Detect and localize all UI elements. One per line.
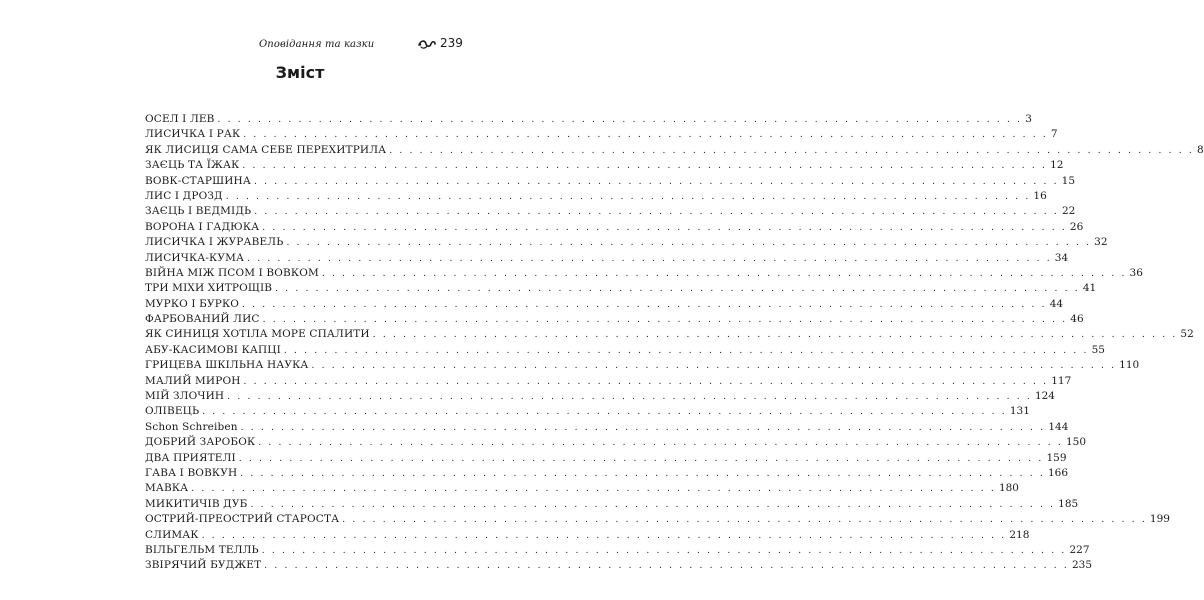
toc-entry	[145, 481, 1019, 496]
toc-entry-title: ЛИСИЧКА І ЖУРАВЕЛЬ	[145, 236, 284, 249]
dot-leader: . . . . . . . . . . . . . . . . . . . . . . . . . . . . . . . . . . . . . . . . . . . . . . . . . . . . . . . . . . . . . . . . . . . . . . . . . . . . . . . .	[217, 115, 1023, 125]
toc-entry-title: ЛИС І ДРОЗД	[145, 189, 223, 202]
toc-entry-page: 131	[1009, 405, 1030, 418]
toc-entry-title: ДОБРИЙ ЗАРОБОК	[145, 436, 256, 449]
toc-entry-page: 22	[1061, 205, 1076, 218]
toc-entry	[145, 404, 1030, 419]
toc-entry-title: МУРКО І БУРКО	[145, 297, 240, 310]
toc-entry	[145, 327, 1194, 342]
running-title: Оповідання та казки	[259, 39, 375, 50]
toc-entry-title: ЗАЄЦЬ І ВЕДМІДЬ	[145, 205, 252, 218]
toc-entry	[145, 127, 1058, 142]
toc-entry	[145, 281, 1097, 296]
dot-leader: . . . . . . . . . . . . . . . . . . . . . . . . . . . . . . . . . . . . . . . . . . . . . . . . . . . . . . . . . . . . . . . . . . . . . . . . . . . . . . . .	[238, 453, 1044, 464]
toc-entry-title: СЛИМАК	[145, 528, 199, 541]
dot-leader: . . . . . . . . . . . . . . . . . . . . . . . . . . . . . . . . . . . . . . . . . . . . . . . . . . . . . . . . . . . . . . . . . . . . . . . . . . . . . . . .	[321, 268, 1127, 279]
toc-entry	[145, 143, 1204, 158]
curl-ornament-icon	[418, 38, 436, 50]
toc-entry	[145, 374, 1072, 389]
dot-leader: . . . . . . . . . . . . . . . . . . . . . . . . . . . . . . . . . . . . . . . . . . . . . . . . . . . . . . . . . . . . . . . . . . . . . . . . . . . . . . . .	[254, 207, 1059, 218]
dot-leader: . . . . . . . . . . . . . . . . . . . . . . . . . . . . . . . . . . . . . . . . . . . . . . . . . . . . . . . . . . . . . . . . . . . . . . . . . . . . . . . .	[258, 438, 1063, 449]
toc-entry-title: МАЛИЙ МИРОН	[145, 374, 241, 387]
toc-entry-page: 124	[1034, 390, 1055, 403]
toc-entry	[145, 189, 1047, 204]
toc-entry	[145, 158, 1064, 173]
toc-entry-page: 185	[1058, 497, 1079, 510]
toc-entry-title: ЗАЄЦЬ ТА ЇЖАК	[145, 159, 240, 172]
dot-leader: . . . . . . . . . . . . . . . . . . . . . . . . . . . . . . . . . . . . . . . . . . . . . . . . . . . . . . . . . . . . . . . . . . . . . . . . . . . . . . . .	[283, 345, 1089, 356]
toc-entry-page: 34	[1054, 251, 1069, 264]
toc-entry	[145, 112, 1032, 127]
toc-entry-page: 16	[1033, 189, 1047, 202]
toc-entry-title: ЯК СИНИЦЯ ХОТІЛА МОРЕ СПАЛИТИ	[145, 328, 370, 341]
dot-leader: . . . . . . . . . . . . . . . . . . . . . . . . . . . . . . . . . . . . . . . . . . . . . . . . . . . . . . . . . . . . . . . . . . . . . . . . . . . . . . . .	[311, 361, 1117, 372]
toc-entry-title: ВОРОНА І ГАДЮКА	[145, 220, 260, 233]
toc-entry-page: 32	[1094, 236, 1108, 249]
dot-leader: . . . . . . . . . . . . . . . . . . . . . . . . . . . . . . . . . . . . . . . . . . . . . . . . . . . . . . . . . . . . . . . . . . . . . . . . . . . . . . . .	[202, 407, 1007, 418]
dot-leader: . . . . . . . . . . . . . . . . . . . . . . . . . . . . . . . . . . . . . . . . . . . . . . . . . . . . . . . . . . . . . . . . . . . . . . . . . . . . . . . .	[286, 238, 1092, 249]
toc-entry-page: 55	[1091, 343, 1105, 356]
dot-leader: . . . . . . . . . . . . . . . . . . . . . . . . . . . . . . . . . . . . . . . . . . . . . . . . . . . . . . . . . . . . . . . . . . . . . . . . . . . . . . . .	[227, 392, 1032, 403]
toc-entry-page: 44	[1049, 297, 1064, 310]
toc-entry	[145, 220, 1084, 235]
toc-entry	[145, 543, 1090, 558]
toc-entry-page: 8	[1196, 143, 1204, 156]
toc-entry-page: 227	[1069, 543, 1090, 556]
toc-entry-title: ФАРБОВАНИЙ ЛИС	[145, 313, 260, 326]
dot-leader: . . . . . . . . . . . . . . . . . . . . . . . . . . . . . . . . . . . . . . . . . . . . . . . . . . . . . . . . . . . . . . . . . . . . . . . . . . . . . . . .	[225, 191, 1031, 202]
toc-entry-page: 36	[1129, 266, 1143, 279]
toc-entry	[145, 389, 1055, 404]
toc-entry-title: ВОВК-СТАРШИНА	[145, 174, 251, 187]
dot-leader: . . . . . . . . . . . . . . . . . . . . . . . . . . . . . . . . . . . . . . . . . . . . . . . . . . . . . . . . . . . . . . . . . . . . . . . . . . . . . . . .	[262, 315, 1068, 326]
toc-entry	[145, 297, 1064, 312]
toc-entry-page: 12	[1050, 159, 1064, 172]
table-of-contents	[145, 112, 1204, 574]
dot-leader: . . . . . . . . . . . . . . . . . . . . . . . . . . . . . . . . . . . . . . . . . . . . . . . . . . . . . . . . . . . . . . . . . . . . . . . . . . . . . . . .	[250, 499, 1056, 510]
toc-entry	[145, 497, 1079, 512]
dot-leader: . . . . . . . . . . . . . . . . . . . . . . . . . . . . . . . . . . . . . . . . . . . . . . . . . . . . . . . . . . . . . . . . . . . . . . . . . . . . . . . .	[191, 484, 996, 495]
dot-leader: . . . . . . . . . . . . . . . . . . . . . . . . . . . . . . . . . . . . . . . . . . . . . . . . . . . . . . . . . . . . . . . . . . . . . . . . . . . . . . . .	[262, 222, 1067, 233]
dot-leader: . . . . . . . . . . . . . . . . . . . . . . . . . . . . . . . . . . . . . . . . . . . . . . . . . . . . . . . . . . . . . . . . . . . . . . . . . . . . . . . .	[201, 530, 1007, 541]
toc-entry-page: 110	[1119, 359, 1140, 372]
toc-entry-page: 26	[1069, 220, 1084, 233]
dot-leader: . . . . . . . . . . . . . . . . . . . . . . . . . . . . . . . . . . . . . . . . . . . . . . . . . . . . . . . . . . . . . . . . . . . . . . . . . . . . . . . .	[342, 515, 1147, 526]
toc-heading: Зміст	[275, 63, 325, 82]
toc-entry	[145, 235, 1108, 250]
dot-leader: . . . . . . . . . . . . . . . . . . . . . . . . . . . . . . . . . . . . . . . . . . . . . . . . . . . . . . . . . . . . . . . . . . . . . . . . . . . . . . . .	[243, 376, 1049, 387]
dot-leader: . . . . . . . . . . . . . . . . . . . . . . . . . . . . . . . . . . . . . . . . . . . . . . . . . . . . . . . . . . . . . . . . . . . . . . . . . . . . . . . .	[372, 330, 1178, 341]
toc-entry	[145, 312, 1084, 327]
toc-entry-page: 235	[1071, 559, 1093, 572]
toc-entry-title: ТРИ МІХИ ХИТРОЩІВ	[145, 282, 273, 295]
dot-leader: . . . . . . . . . . . . . . . . . . . . . . . . . . . . . . . . . . . . . . . . . . . . . . . . . . . . . . . . . . . . . . . . . . . . . . . . . . . . . . . .	[261, 545, 1067, 556]
toc-entry-title: ГАВА І ВОВКУН	[145, 466, 238, 479]
toc-entry-title: МІЙ ЗЛОЧИН	[145, 390, 225, 403]
toc-entry-page: 166	[1047, 466, 1068, 479]
toc-entry	[145, 466, 1068, 481]
toc-entry-page: 199	[1149, 513, 1170, 526]
toc-entry-title: ВІЛЬГЕЛЬМ ТЕЛЛЬ	[145, 543, 259, 556]
toc-entry	[145, 174, 1076, 189]
toc-entry-page: 3	[1025, 113, 1032, 125]
toc-entry-title: МАВКА	[145, 482, 189, 495]
dot-leader: . . . . . . . . . . . . . . . . . . . . . . . . . . . . . . . . . . . . . . . . . . . . . . . . . . . . . . . . . . . . . . . . . . . . . . . . . . . . . . . .	[275, 284, 1080, 295]
toc-entry-title: ЛИСИЧКА І РАК	[145, 128, 241, 141]
toc-entry-title: ГРИЦЕВА ШКІЛЬНА НАУКА	[145, 359, 309, 372]
toc-entry-page: 144	[1048, 420, 1069, 433]
toc-entry	[145, 251, 1069, 266]
running-head	[0, 36, 600, 56]
toc-entry-page: 41	[1082, 282, 1097, 295]
dot-leader: . . . . . . . . . . . . . . . . . . . . . . . . . . . . . . . . . . . . . . . . . . . . . . . . . . . . . . . . . . . . . . . . . . . . . . . . . . . . . . . .	[264, 561, 1069, 572]
toc-entry-page: 7	[1050, 128, 1058, 141]
toc-entry-title: ОЛІВЕЦЬ	[145, 405, 200, 418]
dot-leader: . . . . . . . . . . . . . . . . . . . . . . . . . . . . . . . . . . . . . . . . . . . . . . . . . . . . . . . . . . . . . . . . . . . . . . . . . . . . . . . .	[247, 253, 1052, 264]
toc-entry-title: ЯК ЛИСИЦЯ САМА СЕБЕ ПЕРЕХИТРИЛА	[145, 143, 387, 156]
dot-leader: . . . . . . . . . . . . . . . . . . . . . . . . . . . . . . . . . . . . . . . . . . . . . . . . . . . . . . . . . . . . . . . . . . . . . . . . . . . . . . . .	[242, 299, 1047, 310]
toc-entry-page: 15	[1061, 174, 1076, 187]
toc-entry-title: ЛИСИЧКА-КУМА	[145, 251, 245, 264]
toc-entry-page: 218	[1009, 528, 1030, 541]
toc-entry-title: ОСЕЛ І ЛЕВ	[145, 113, 215, 125]
toc-entry-page: 150	[1065, 436, 1087, 449]
toc-entry	[145, 558, 1093, 573]
toc-entry	[145, 420, 1069, 435]
dot-leader: . . . . . . . . . . . . . . . . . . . . . . . . . . . . . . . . . . . . . . . . . . . . . . . . . . . . . . . . . . . . . . . . . . . . . . . . . . . . . . . .	[240, 422, 1046, 433]
toc-entry-page: 159	[1046, 451, 1067, 464]
toc-entry	[145, 435, 1087, 450]
dot-leader: . . . . . . . . . . . . . . . . . . . . . . . . . . . . . . . . . . . . . . . . . . . . . . . . . . . . . . . . . . . . . . . . . . . . . . . . . . . . . . . .	[389, 145, 1194, 156]
dot-leader: . . . . . . . . . . . . . . . . . . . . . . . . . . . . . . . . . . . . . . . . . . . . . . . . . . . . . . . . . . . . . . . . . . . . . . . . . . . . . . . .	[240, 468, 1045, 479]
toc-entry-title: АБУ-КАСИМОВІ КАПЦІ	[145, 343, 281, 356]
toc-entry-title: ОСТРИЙ-ПРЕОСТРИЙ СТАРОСТА	[145, 513, 340, 526]
toc-entry	[145, 358, 1140, 373]
toc-entry-title: МИКИТИЧІВ ДУБ	[145, 497, 248, 510]
toc-entry-page: 46	[1070, 313, 1084, 326]
toc-entry-page: 180	[998, 482, 1019, 495]
dot-leader: . . . . . . . . . . . . . . . . . . . . . . . . . . . . . . . . . . . . . . . . . . . . . . . . . . . . . . . . . . . . . . . . . . . . . . . . . . . . . . . .	[253, 176, 1059, 187]
dot-leader: . . . . . . . . . . . . . . . . . . . . . . . . . . . . . . . . . . . . . . . . . . . . . . . . . . . . . . . . . . . . . . . . . . . . . . . . . . . . . . . .	[243, 130, 1048, 141]
dot-leader: . . . . . . . . . . . . . . . . . . . . . . . . . . . . . . . . . . . . . . . . . . . . . . . . . . . . . . . . . . . . . . . . . . . . . . . . . . . . . . . .	[242, 161, 1048, 172]
toc-entry	[145, 451, 1067, 466]
toc-entry	[145, 528, 1030, 543]
page-number: 239	[440, 36, 463, 50]
toc-entry-title: ДВА ПРИЯТЕЛІ	[145, 451, 236, 464]
toc-entry	[145, 512, 1170, 527]
toc-entry-page: 117	[1051, 374, 1072, 387]
toc-entry	[145, 204, 1076, 219]
toc-entry-title: ЗВІРЯЧИЙ БУДЖЕТ	[145, 559, 262, 572]
toc-entry-title: Schon Schreiben	[145, 420, 238, 433]
toc-entry-page: 52	[1180, 328, 1194, 341]
toc-entry-title: ВІЙНА МІЖ ПСОМ І ВОВКОМ	[145, 266, 319, 279]
toc-entry	[145, 343, 1105, 358]
toc-entry	[145, 266, 1143, 281]
